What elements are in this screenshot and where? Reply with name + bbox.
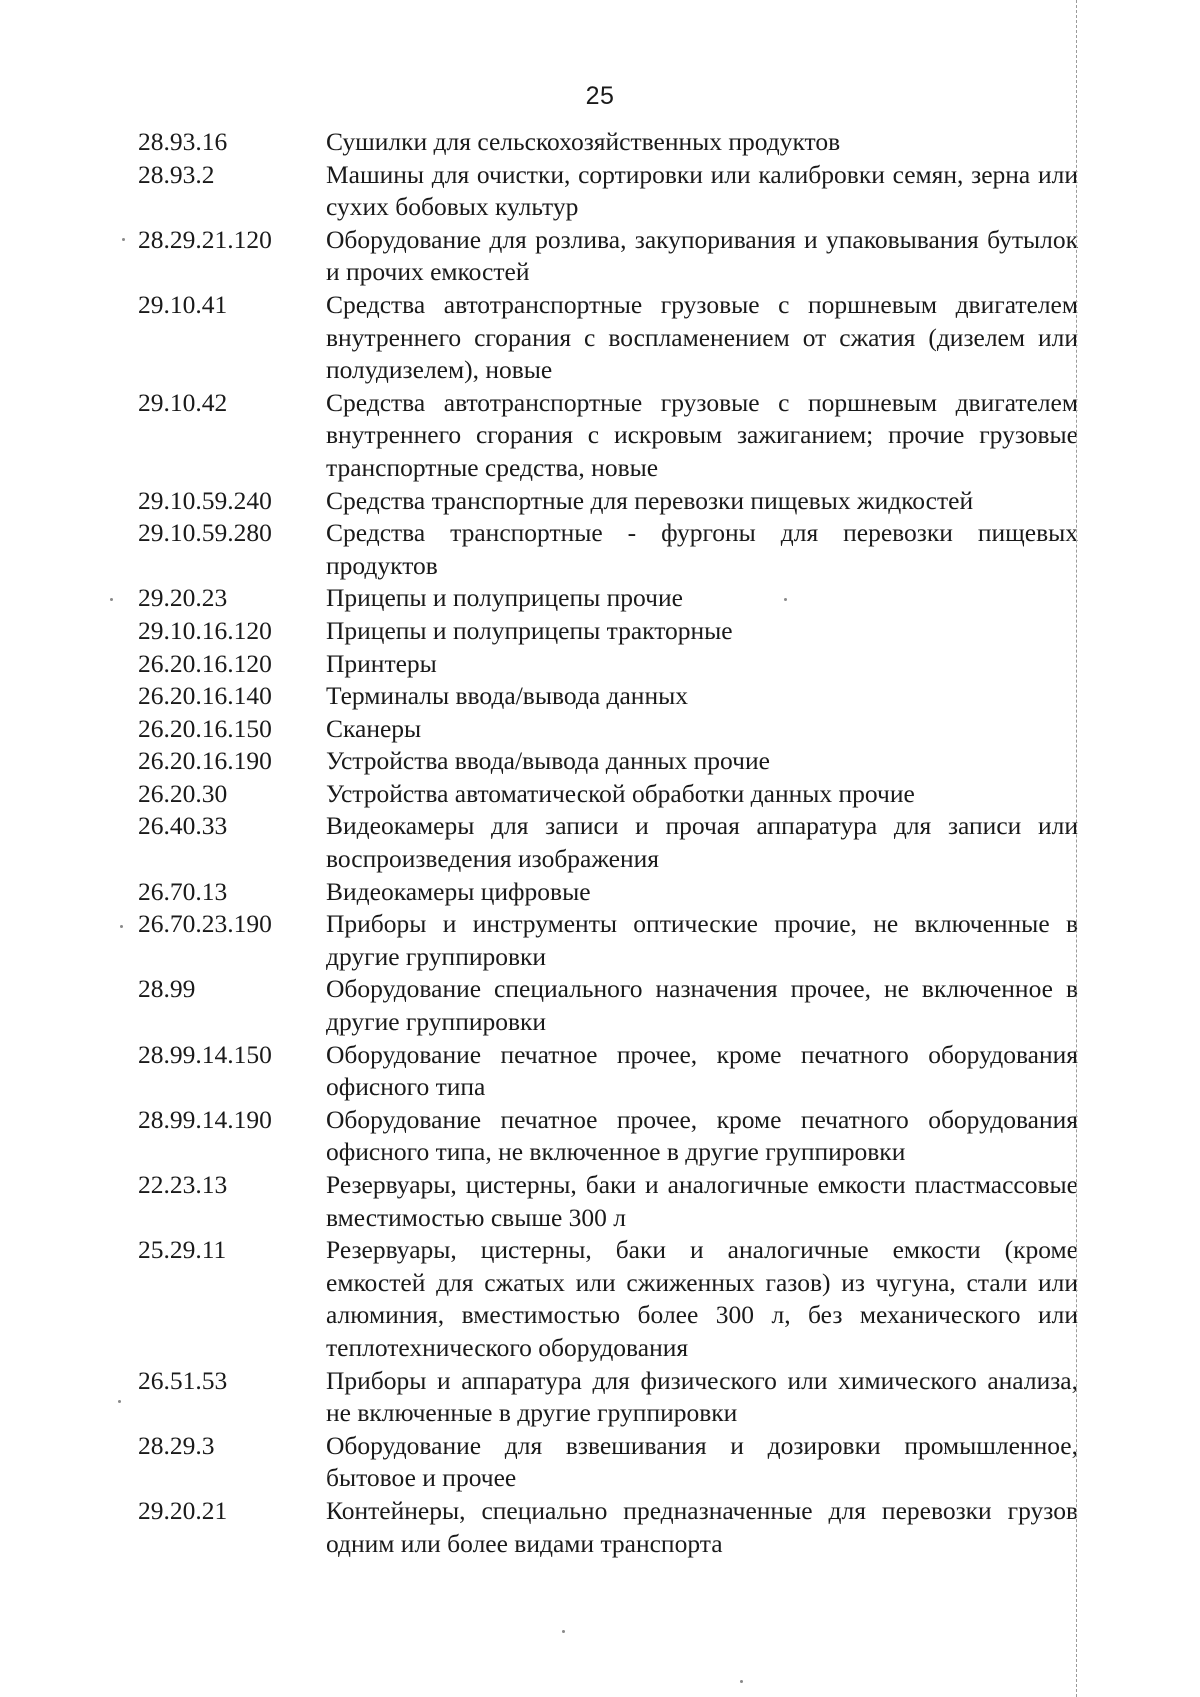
- list-row: [138, 778, 1078, 811]
- list-row: [138, 745, 1078, 778]
- list-row: [138, 810, 1078, 875]
- item-description: Приборы и инструменты оптические прочие, не включенные в другие группировки: [326, 909, 1078, 971]
- okpd-code: 26.20.16.120: [138, 648, 272, 678]
- list-row: [138, 1365, 1078, 1430]
- okpd-code: 26.70.23.190: [138, 909, 272, 939]
- list-row: [138, 485, 1078, 518]
- item-description: Средства автотранспортные грузовые с поршневым двигателем внутреннего сгорания с воспламенением от сжатия (дизелем или полудизелем), новые: [326, 289, 1078, 385]
- item-description: Машины для очистки, сортировки или калибровки семян, зерна или сухих бобовых культур: [326, 159, 1078, 222]
- list-row: [138, 289, 1078, 387]
- okpd-code: 28.99.14.150: [138, 1039, 272, 1069]
- item-description: Оборудование для взвешивания и дозировки промышленное, бытовое и прочее: [326, 1430, 1078, 1493]
- item-description: Средства автотранспортные грузовые с поршневым двигателем внутреннего сгорания с искровым зажиганием; прочие грузовые транспортные средства, новые: [326, 387, 1078, 482]
- okpd-code: 28.93.2: [138, 159, 215, 189]
- okpd-code: 29.20.23: [138, 583, 228, 613]
- okpd-code: 28.93.16: [138, 127, 228, 156]
- okpd-code: 26.20.16.150: [138, 713, 272, 743]
- list-row: [138, 517, 1078, 582]
- list-row: [138, 159, 1078, 224]
- item-description: Видеокамеры цифровые: [326, 876, 591, 906]
- list-row: [138, 876, 1078, 909]
- okpd-code: 29.10.59.240: [138, 485, 272, 515]
- item-description: Резервуары, цистерны, баки и аналогичные емкости (кроме емкостей для сжатых или сжиженных газов) из чугуна, стали или алюминия, вместимостью более 300 л, без механического или теплотехнического оборудования: [326, 1235, 1078, 1362]
- okpd-code: 26.20.30: [138, 778, 228, 808]
- list-row: [138, 1495, 1078, 1560]
- scan-speck: [740, 1680, 743, 1683]
- okpd-code: 28.29.21.120: [138, 224, 272, 254]
- item-description: Прицепы и полуприцепы тракторные: [326, 615, 733, 645]
- item-description: Контейнеры, специально предназначенные для перевозки грузов одним или более видами транспорта: [326, 1495, 1078, 1558]
- item-description: Оборудование печатное прочее, кроме печатного оборудования офисного типа, не включенное в другие группировки: [326, 1104, 1078, 1167]
- list-row: [138, 680, 1078, 713]
- list-row: [138, 973, 1078, 1038]
- okpd-code: 29.10.16.120: [138, 615, 272, 645]
- list-row: [138, 648, 1078, 681]
- item-description: Средства транспортные для перевозки пищевых жидкостей: [326, 485, 974, 515]
- item-description: Сушилки для сельскохозяйственных продуктов: [326, 127, 841, 156]
- scan-speck: [118, 1400, 121, 1403]
- list-row: [138, 908, 1078, 973]
- okpd-code: 29.10.41: [138, 289, 228, 319]
- okpd-code: 28.99.14.190: [138, 1104, 272, 1134]
- item-description: Устройства ввода/вывода данных прочие: [326, 746, 770, 776]
- item-description: Сканеры: [326, 713, 422, 743]
- item-description: Оборудование печатное прочее, кроме печатного оборудования офисного типа: [326, 1039, 1078, 1102]
- page-number: 25: [585, 82, 615, 110]
- okpd-code: 26.20.16.190: [138, 746, 272, 776]
- item-description: Приборы и аппаратура для физического или химического анализа, не включенные в другие группировки: [326, 1365, 1078, 1428]
- list-row: [138, 1039, 1078, 1104]
- okpd-code: 26.51.53: [138, 1365, 228, 1395]
- okpd-code: 29.10.42: [138, 387, 228, 417]
- list-row: [138, 1169, 1078, 1234]
- list-row: [138, 224, 1078, 289]
- okpd-code: 29.20.21: [138, 1495, 228, 1525]
- item-description: Средства транспортные - фургоны для перевозки пищевых продуктов: [326, 518, 1078, 580]
- list-row: [138, 615, 1078, 648]
- item-description: Прицепы и полуприцепы прочие: [326, 583, 683, 613]
- okpd-code: 25.29.11: [138, 1235, 227, 1265]
- item-description: Видеокамеры для записи и прочая аппаратура для записи или воспроизведения изображения: [326, 811, 1078, 874]
- item-description: Принтеры: [326, 648, 437, 678]
- list-row: [138, 387, 1078, 485]
- item-description: Оборудование специального назначения прочее, не включенное в другие группировки: [326, 974, 1078, 1037]
- list-row: [138, 713, 1078, 746]
- classification-list: [138, 126, 1078, 1560]
- item-description: Терминалы ввода/вывода данных: [326, 681, 688, 711]
- list-row: [138, 1430, 1078, 1495]
- okpd-code: 29.10.59.280: [138, 518, 272, 548]
- item-description: Резервуары, цистерны, баки и аналогичные емкости пластмассовые вместимостью свыше 300 л: [326, 1170, 1078, 1232]
- scan-speck: [784, 598, 787, 601]
- scan-speck: [110, 598, 113, 601]
- list-row: [138, 126, 1078, 159]
- okpd-code: 26.70.13: [138, 876, 228, 906]
- okpd-code: 28.99: [138, 974, 196, 1004]
- scan-speck: [562, 1630, 565, 1633]
- list-row: [138, 582, 1078, 615]
- item-description: Оборудование для розлива, закупоривания и упаковывания бутылок и прочих емкостей: [326, 224, 1078, 287]
- list-row: [138, 1104, 1078, 1169]
- list-row: [138, 1234, 1078, 1364]
- okpd-code: 22.23.13: [138, 1170, 228, 1199]
- okpd-code: 28.29.3: [138, 1430, 215, 1460]
- okpd-code: 26.20.16.140: [138, 681, 272, 711]
- okpd-code: 26.40.33: [138, 811, 228, 841]
- scan-speck: [122, 238, 125, 241]
- scan-speck: [120, 925, 123, 928]
- scan-edge-line: [1076, 0, 1077, 1697]
- item-description: Устройства автоматической обработки данных прочие: [326, 778, 915, 808]
